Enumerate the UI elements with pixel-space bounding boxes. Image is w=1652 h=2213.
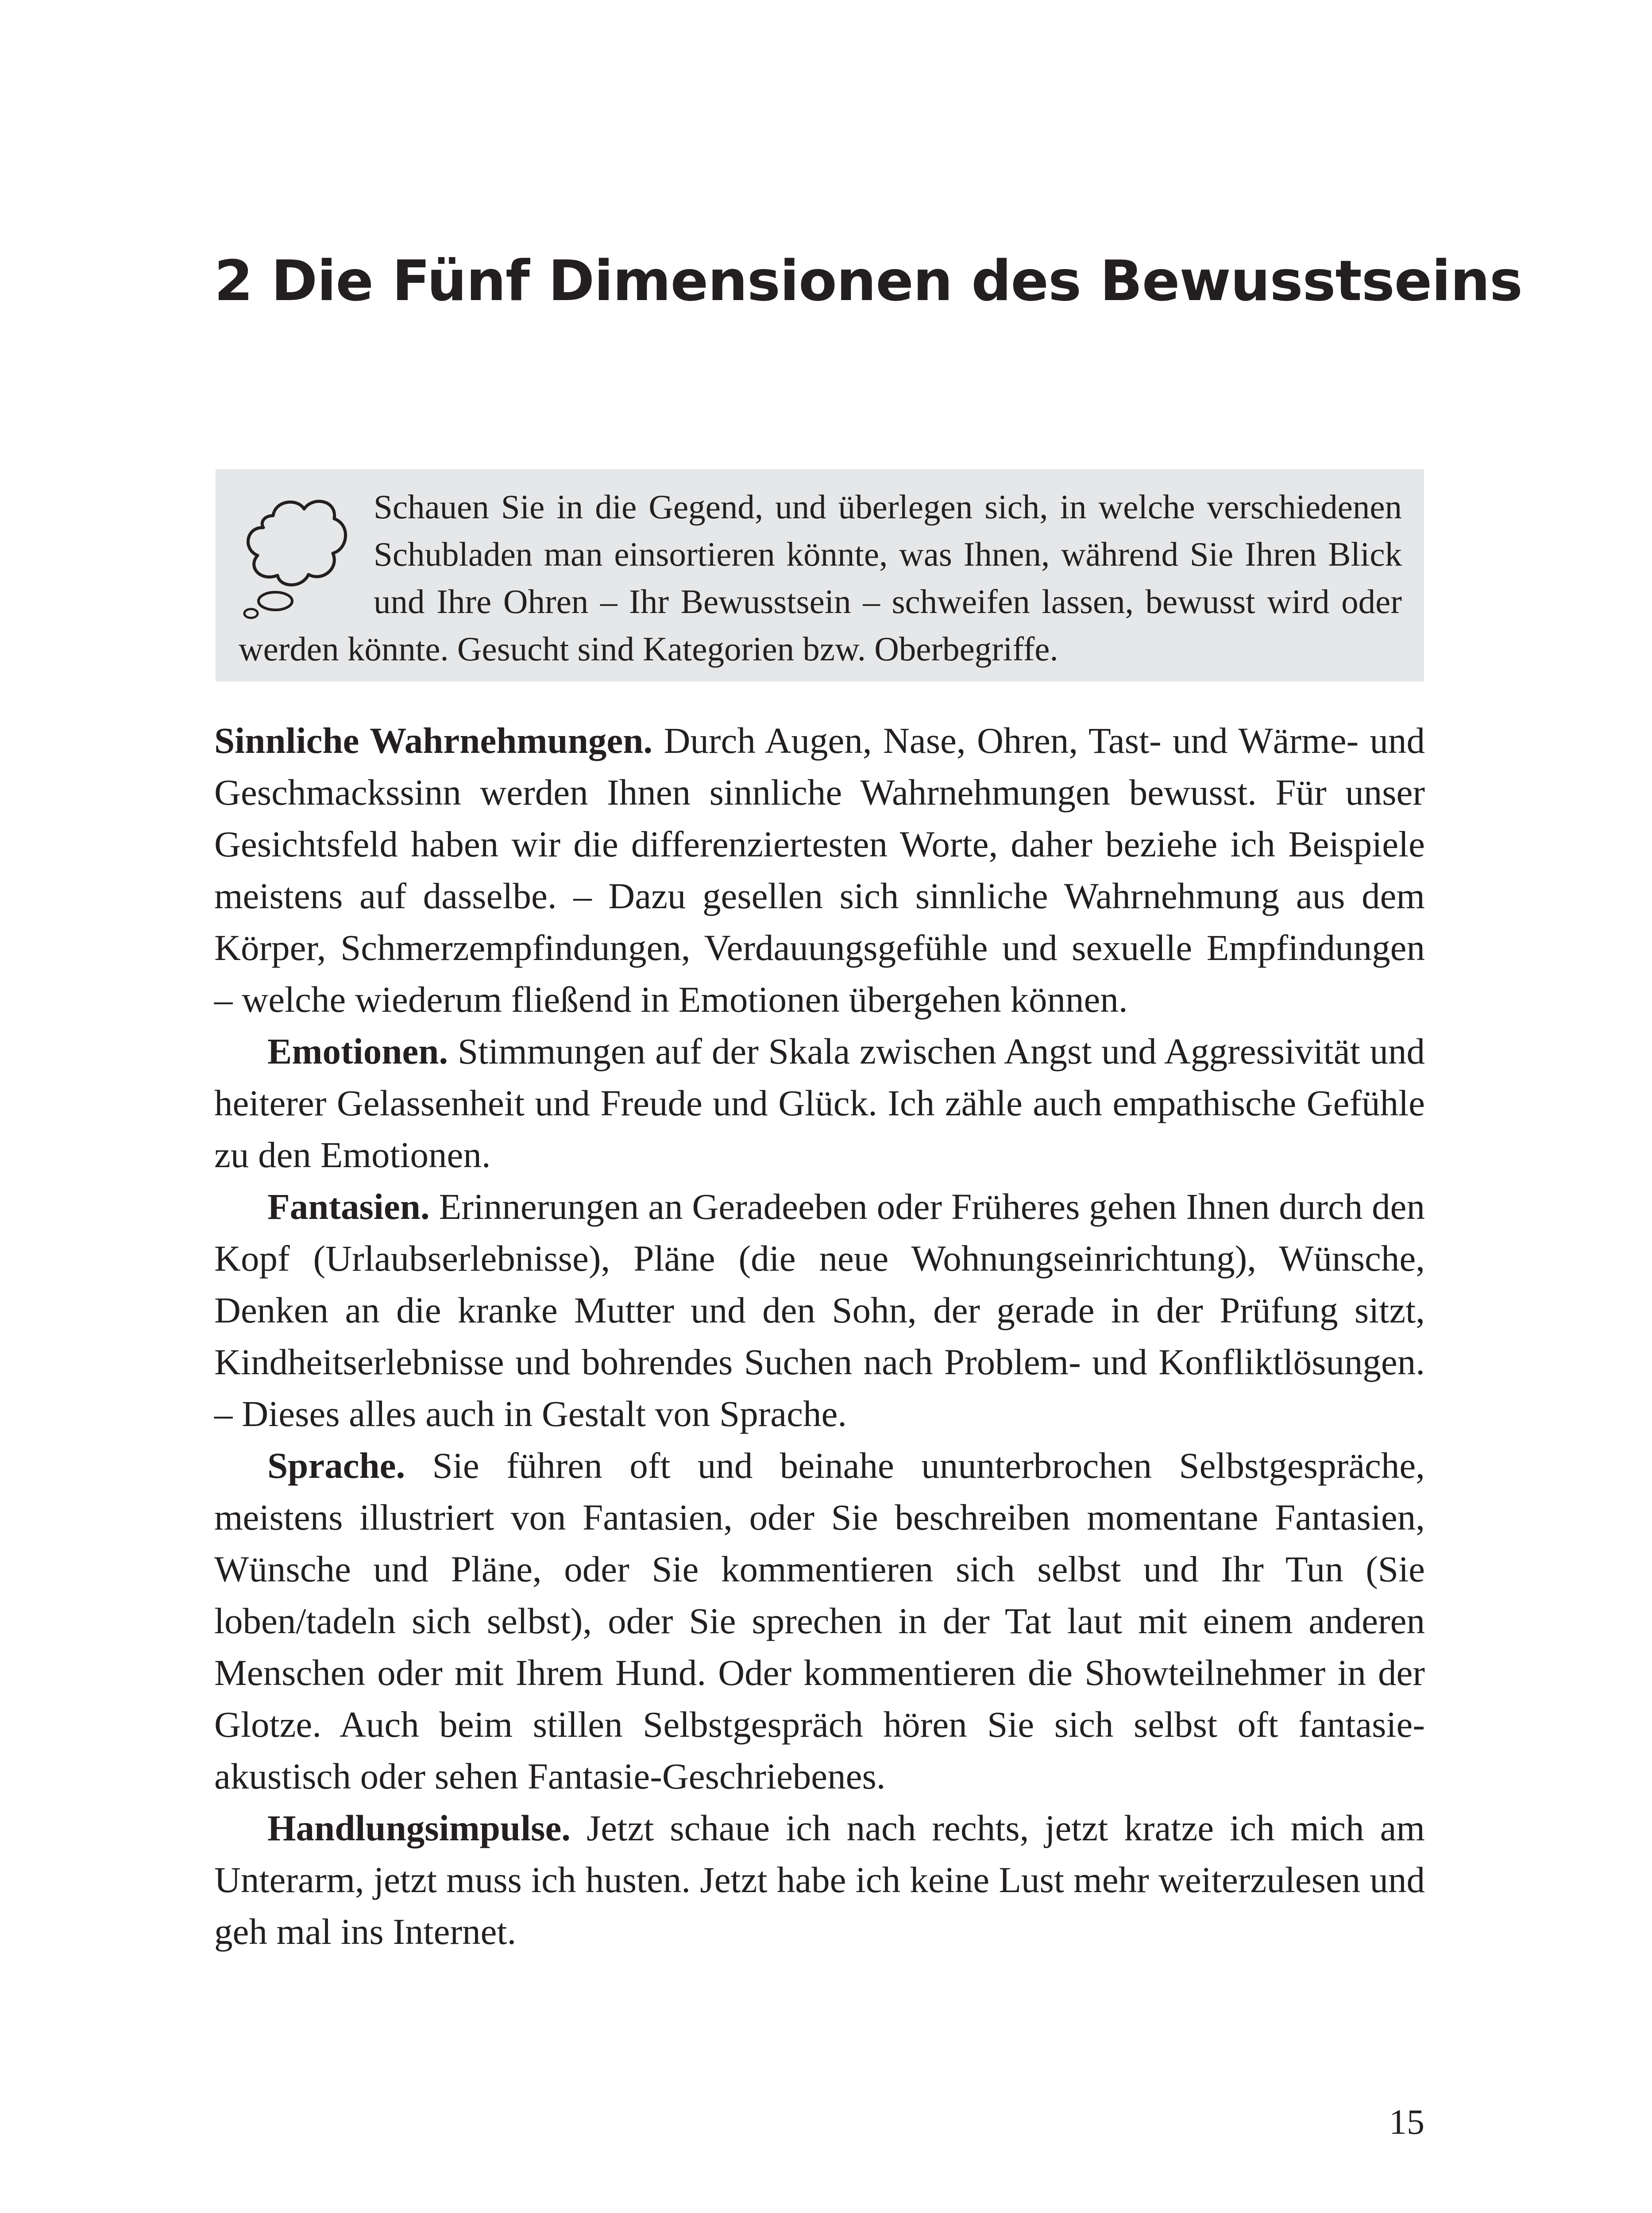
page-number: 15 (1389, 2103, 1424, 2142)
body-text (214, 715, 1425, 1958)
section-emotionen (214, 1026, 1425, 1181)
section-heading: Sinnliche Wahrnehmungen. (214, 720, 653, 761)
chapter-heading (214, 241, 1523, 321)
section-text: Erinnerungen an Geradeeben oder Früheres gehen Ihnen durch den Kopf (Urlaubserlebnisse), Pläne (die neue Wohnungseinrichtung), Wünsche, Denken an die kranke Mutter und den Sohn, der gerade in der Prüfung sitzt, Kindheitserlebnisse und bohrendes Suchen nach Problem- und Konfliktlösungen. – Dieses alles auch in Gestalt von Sprache. (214, 1186, 1425, 1434)
section-text: Durch Augen, Nase, Ohren, Tast- und Wärme- und Geschmackssinn werden Ihnen sinnliche Wahrnehmungen bewusst. Für unser Gesichtsfeld haben wir die differenziertesten Worte, daher beziehe ich Beispiele meistens auf dasselbe. – Dazu gesellen sich sinnliche Wahrnehmung aus dem Körper, Schmerzempfindungen, Verdauungsgefühle und sexuelle Empfindungen – welche wiederum fließend in Emotionen übergehen können. (214, 720, 1425, 1020)
exercise-text: Schauen Sie in die Gegend, und überlegen sich, in welche verschiedenen Schubladen man einsortieren könnte, was Ihnen, während Sie Ihren Blick und Ihre Ohren – Ihr Bewusstsein – schweifen lassen, bewusst wird oder werden könnte. Gesucht sind Kategorien bzw. Oberbegriffe. (239, 488, 1402, 668)
section-heading: Sprache. (267, 1445, 405, 1486)
section-heading: Fantasien. (267, 1186, 430, 1227)
exercise-prompt (239, 483, 1402, 673)
chapter-title: Die Fünf Dimensionen des Bewusstseins (271, 248, 1523, 313)
section-sprache (214, 1440, 1425, 1802)
section-sinnliche-wahrnehmungen (214, 715, 1425, 1026)
chapter-number: 2 (214, 248, 253, 313)
section-handlungsimpulse (214, 1802, 1425, 1958)
section-text: Stimmungen auf der Skala zwischen Angst und Aggressivität und heiterer Gelassenheit und Freude und Glück. Ich zähle auch empathische Gefühle zu den Emotionen. (214, 1031, 1425, 1175)
section-text: Sie führen oft und beinahe ununterbrochen Selbstgespräche, meistens illustriert von Fantasien, oder Sie beschreiben momentane Fantasien, Wünsche und Pläne, oder Sie kommentieren sich selbst und Ihr Tun (Sie loben/tadeln sich selbst), oder Sie sprechen in der Tat laut mit einem anderen Menschen oder mit Ihrem Hund. Oder kommentieren die Showteilnehmer in der Glotze. Auch beim stillen Selbstgespräch hören Sie sich selbst oft fantasie-akustisch oder sehen Fantasie-Geschriebenes. (214, 1445, 1425, 1797)
section-heading: Handlungsimpulse. (267, 1808, 571, 1848)
section-text: Jetzt schaue ich nach rechts, jetzt kratze ich mich am Unterarm, jetzt muss ich husten. Jetzt habe ich keine Lust mehr weiterzulesen und geh mal ins Internet. (214, 1808, 1425, 1952)
section-heading: Emotionen. (267, 1031, 448, 1072)
exercise-box (216, 469, 1424, 682)
section-fantasien (214, 1181, 1425, 1440)
